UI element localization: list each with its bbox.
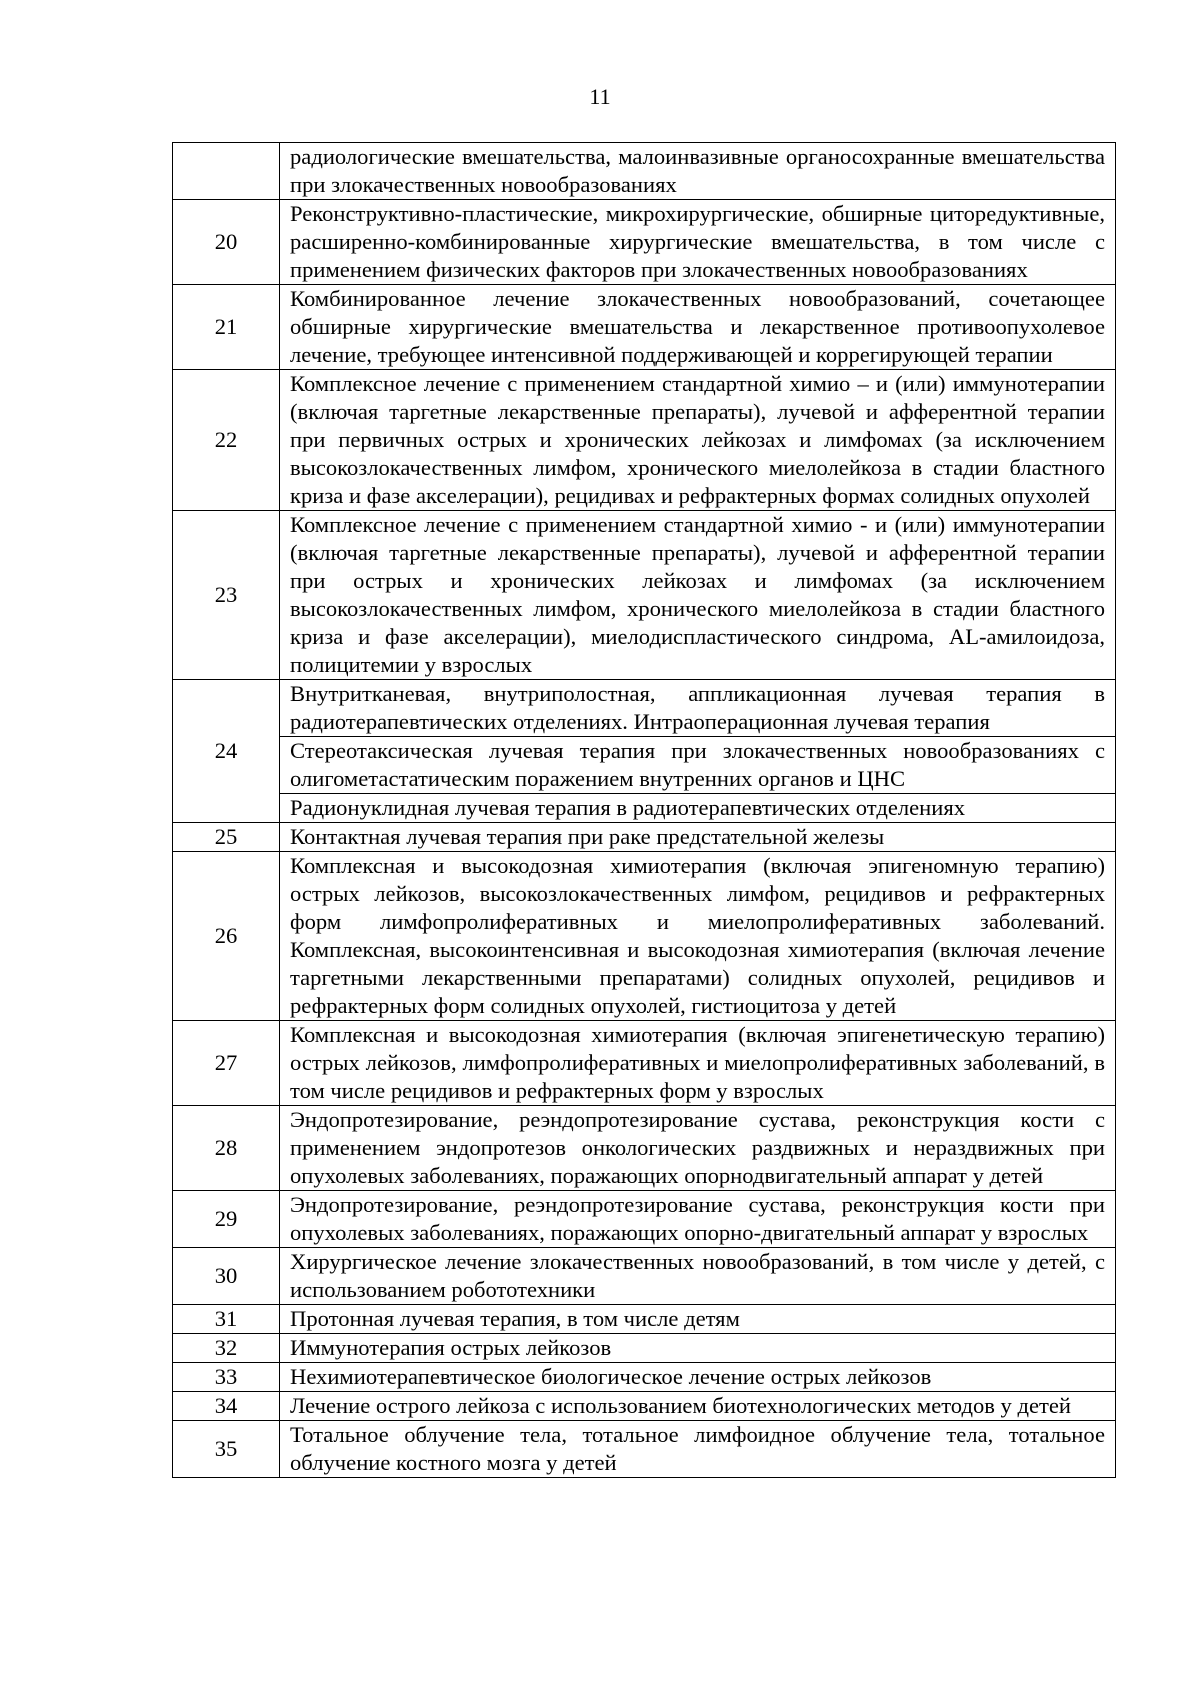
row-number: 21 [173,285,280,370]
row-description: Реконструктивно-пластические, микрохирургические, обширные циторедуктивные, расширенно-комбинированные хирургические вмешательства, в том числе с применением физических факторов при злокачественных новообразованиях [280,200,1116,285]
table-row [173,794,1116,823]
row-description: Иммунотерапия острых лейкозов [280,1334,1116,1363]
table-row [173,1392,1116,1421]
row-description: Комплексная и высокодозная химиотерапия (включая эпигенетическую терапию) острых лейкозов, лимфопролиферативных и миелопролиферативных заболеваний, в том числе рецидивов и рефрактерных форм у взрослых [280,1021,1116,1106]
table-row [173,1334,1116,1363]
row-description: Стереотаксическая лучевая терапия при злокачественных новообразованиях с олигометастатическим поражением внутренних органов и ЦНС [280,737,1116,794]
row-description: Комплексное лечение с применением стандартной химио - и (или) иммунотерапии (включая таргетные лекарственные препараты), лучевой и афферентной терапии при острых и хронических лейкозах и лимфомах (за исключением высокозлокачественных лимфом, хронического миелолейкоза в стадии бластного криза и фазе акселерации), миелодиспластического синдрома, AL-амилоидоза, полицитемии у взрослых [280,511,1116,680]
row-number: 27 [173,1021,280,1106]
row-description: Комбинированное лечение злокачественных новообразований, сочетающее обширные хирургические вмешательства и лекарственное противоопухолевое лечение, требующее интенсивной поддерживающей и коррегирующей терапии [280,285,1116,370]
procedures-table [172,142,1116,1478]
row-description: Тотальное облучение тела, тотальное лимфоидное облучение тела, тотальное облучение костного мозга у детей [280,1421,1116,1478]
row-description: Нехимиотерапевтическое биологическое лечение острых лейкозов [280,1363,1116,1392]
row-description: радиологические вмешательства, малоинвазивные органосохранные вмешательства при злокачественных новообразованиях [280,143,1116,200]
procedures-table-body [173,143,1116,1478]
row-number: 31 [173,1305,280,1334]
table-row [173,370,1116,511]
row-description: Эндопротезирование, реэндопротезирование сустава, реконструкция кости с применением эндопротезов онкологических раздвижных и нераздвижных при опухолевых заболеваниях, поражающих опорнодвигательный аппарат у детей [280,1106,1116,1191]
table-row [173,1106,1116,1191]
row-number: 30 [173,1248,280,1305]
row-description: Эндопротезирование, реэндопротезирование сустава, реконструкция кости при опухолевых заболеваниях, поражающих опорно-двигательный аппарат у взрослых [280,1191,1116,1248]
row-number: 33 [173,1363,280,1392]
row-number: 23 [173,511,280,680]
table-row [173,1248,1116,1305]
row-number: 28 [173,1106,280,1191]
table-row [173,823,1116,852]
table-row [173,200,1116,285]
table-row [173,737,1116,794]
row-description: Радионуклидная лучевая терапия в радиотерапевтических отделениях [280,794,1116,823]
row-number: 25 [173,823,280,852]
row-description: Комплексное лечение с применением стандартной химио – и (или) иммунотерапии (включая таргетные лекарственные препараты), лучевой и афферентной терапии при первичных острых и хронических лейкозах и лимфомах (за исключением высокозлокачественных лимфом, хронического миелолейкоза в стадии бластного криза и фазе акселерации), рецидивах и рефрактерных формах солидных опухолей [280,370,1116,511]
row-description: Контактная лучевая терапия при раке предстательной железы [280,823,1116,852]
row-number: 32 [173,1334,280,1363]
table-row [173,1305,1116,1334]
row-number [173,143,280,200]
row-number: 26 [173,852,280,1021]
row-number: 29 [173,1191,280,1248]
table-row [173,1421,1116,1478]
table-row [173,680,1116,737]
row-description: Лечение острого лейкоза с использованием биотехнологических методов у детей [280,1392,1116,1421]
row-number: 35 [173,1421,280,1478]
table-row [173,1191,1116,1248]
table-row [173,511,1116,680]
row-number: 34 [173,1392,280,1421]
table-row [173,1021,1116,1106]
row-description: Протонная лучевая терапия, в том числе детям [280,1305,1116,1334]
row-number: 20 [173,200,280,285]
row-number: 24 [173,680,280,823]
table-row [173,285,1116,370]
row-description: Комплексная и высокодозная химиотерапия (включая эпигеномную терапию) острых лейкозов, высокозлокачественных лимфом, рецидивов и рефрактерных форм лимфопролиферативных и миелопролиферативных заболеваний. Комплексная, высокоинтенсивная и высокодозная химиотерапия (включая лечение таргетными лекарственными препаратами) солидных опухолей, рецидивов и рефрактерных форм солидных опухолей, гистиоцитоза у детей [280,852,1116,1021]
row-description: Внутритканевая, внутриполостная, аппликационная лучевая терапия в радиотерапевтических отделениях. Интраоперационная лучевая терапия [280,680,1116,737]
row-description: Хирургическое лечение злокачественных новообразований, в том числе у детей, с использованием робототехники [280,1248,1116,1305]
row-number: 22 [173,370,280,511]
page-number: 11 [589,84,611,109]
table-row [173,1363,1116,1392]
table-row [173,852,1116,1021]
table-row [173,143,1116,200]
